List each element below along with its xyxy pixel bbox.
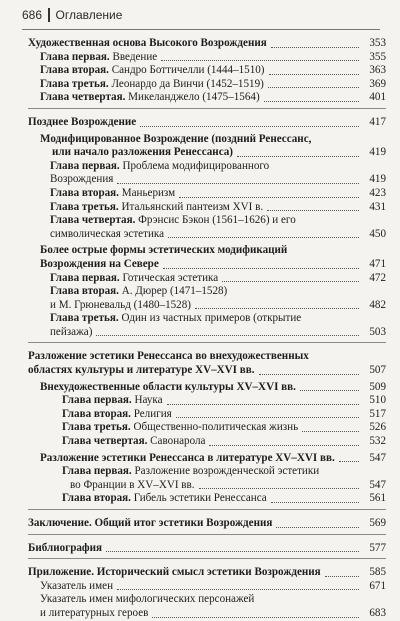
toc-text: символическая эстетика <box>50 227 165 240</box>
toc-page-number: 369 <box>369 77 386 90</box>
toc-conclusion <box>28 517 386 531</box>
toc-chapter <box>28 465 386 492</box>
toc-text: Возрождения на Севере <box>40 257 159 270</box>
toc-text: Глава вторая. <box>40 64 109 77</box>
toc-text: Маньеризм <box>121 186 176 199</box>
toc-page-number: 547 <box>369 478 386 491</box>
toc-text: Глава первая. <box>40 50 110 63</box>
dot-leader <box>199 488 359 489</box>
toc-text: Фрэнсис Бэкон (1561–1626) и его <box>138 214 296 227</box>
dot-leader <box>302 431 359 432</box>
toc-chapter <box>28 78 386 92</box>
dot-leader <box>259 374 359 375</box>
toc-text: Глава четвертая. <box>62 435 148 448</box>
divider <box>28 509 386 510</box>
header-separator <box>48 8 50 22</box>
divider <box>28 108 386 109</box>
toc-text: Позднее Возрождение <box>28 115 137 128</box>
toc-page-number: 503 <box>369 325 386 338</box>
dot-leader <box>117 183 359 184</box>
toc-text: областях культуры и литературе XV–XVI вв. <box>28 364 255 377</box>
toc-page-number: 532 <box>369 435 386 448</box>
toc-subsection-modified <box>28 133 386 160</box>
toc-page-number: 517 <box>369 407 386 420</box>
toc-subsection-north <box>28 244 386 271</box>
toc-chapter <box>28 214 386 241</box>
toc-page-number: 471 <box>369 257 386 270</box>
toc-page-number: 526 <box>369 421 386 434</box>
toc-text: Глава четвертая. <box>50 214 136 227</box>
toc-text: Готическая эстетика <box>122 271 219 284</box>
toc-chapter <box>28 421 386 435</box>
toc-page-number: 547 <box>369 451 386 464</box>
toc-chapter <box>28 64 386 78</box>
page-header <box>22 8 380 22</box>
toc-text: Библиография <box>28 541 102 554</box>
divider <box>28 534 386 535</box>
toc-section-high-renaissance <box>28 37 386 51</box>
dot-leader <box>152 617 359 618</box>
toc-text: и М. Грюневальд (1480–1528) <box>50 298 191 311</box>
toc-text: Проблема модифицированного <box>122 159 270 172</box>
toc-text: Заключение. Общий итог эстетики Возрождения <box>28 517 273 529</box>
toc-section-title: Художественная основа Высокого Возрождения <box>28 37 267 49</box>
dot-leader <box>237 156 359 157</box>
dot-leader <box>268 87 359 88</box>
toc-text: Указатель имен мифологических персонажей <box>40 593 255 606</box>
dot-leader <box>264 101 359 102</box>
toc-page-number: 419 <box>369 173 386 186</box>
toc-text: Возрождения <box>50 173 114 186</box>
dot-leader <box>276 527 359 528</box>
toc-chapter <box>28 201 386 215</box>
toc-page-number: 569 <box>369 517 386 529</box>
dot-leader <box>176 417 359 418</box>
toc-text: Глава третья. <box>62 421 131 434</box>
toc-text: Глава вторая. <box>50 186 119 199</box>
toc-page-number: 509 <box>369 380 386 393</box>
toc-page-number: 482 <box>369 298 386 311</box>
toc-chapter <box>28 285 386 312</box>
toc-text: Более острые формы эстетических модификаций <box>40 244 288 257</box>
toc-text: Глава третья. <box>50 200 119 213</box>
toc-subsection-literature <box>28 452 386 466</box>
toc-page-number: 353 <box>369 37 386 49</box>
toc-text: Глава первая. <box>50 159 120 172</box>
toc-text: Глава четвертая. <box>40 91 126 104</box>
toc-appendix <box>28 566 386 580</box>
toc-text: Глава вторая. <box>50 285 119 298</box>
toc-text: А. Дюрер (1471–1528) <box>121 285 228 298</box>
toc-page-number: 507 <box>369 364 386 377</box>
toc-page-number: 355 <box>369 50 386 63</box>
toc-text: Глава вторая. <box>62 407 131 420</box>
divider <box>28 342 386 343</box>
toc-chapter <box>28 312 386 339</box>
toc-page-number: 431 <box>369 200 386 213</box>
dot-leader <box>267 210 359 211</box>
toc-index-names <box>28 580 386 594</box>
dot-leader <box>96 335 359 336</box>
toc-index-myth <box>28 593 386 620</box>
toc-page-number: 683 <box>369 606 386 619</box>
header-rule <box>22 29 380 30</box>
toc-text: Гибель эстетики Ренессанса <box>133 492 267 505</box>
toc-text: Глава первая. <box>50 271 120 284</box>
toc-text: Разложение возрожденческой эстетики <box>134 465 320 478</box>
page-number: 686 <box>22 8 43 22</box>
dot-leader <box>163 268 359 269</box>
toc-text: Модифицированное Возрождение (поздний Ренессанс, <box>40 132 312 145</box>
toc-text: и литературных героев <box>40 606 149 619</box>
toc-text: Один из частных примеров (открытие <box>121 312 302 325</box>
toc-text: Указатель имен <box>40 579 114 592</box>
dot-leader <box>269 74 359 75</box>
toc-subsection-nonart <box>28 381 386 395</box>
toc-page-number: 510 <box>369 394 386 407</box>
dot-leader <box>161 60 359 61</box>
dot-leader <box>209 445 359 446</box>
toc-page-number: 585 <box>369 566 386 579</box>
toc-chapter <box>28 408 386 422</box>
toc-chapter <box>28 492 386 506</box>
toc-text: Религия <box>133 407 172 420</box>
toc-text: Разложение эстетики Ренессанса во внехудожественных <box>28 350 309 363</box>
toc-chapter <box>28 160 386 187</box>
toc-text: Савонарола <box>150 435 206 448</box>
toc-page-number: 363 <box>369 64 386 77</box>
toc-bibliography <box>28 542 386 556</box>
toc-chapter <box>28 91 386 105</box>
toc-page-number: 423 <box>369 186 386 199</box>
toc-text: Общественно-политическая жизнь <box>133 421 299 434</box>
dot-leader <box>271 502 359 503</box>
toc-section-decomposition <box>28 350 386 377</box>
dot-leader <box>339 461 359 462</box>
toc-page-number: 577 <box>369 541 386 554</box>
toc-text: Леонардо да Винчи (1452–1519) <box>111 77 264 90</box>
toc-text: Наука <box>134 394 163 407</box>
dot-leader <box>195 308 359 309</box>
toc-chapter <box>28 51 386 65</box>
toc-text: Глава третья. <box>50 312 119 325</box>
dot-leader <box>222 281 359 282</box>
divider <box>28 558 386 559</box>
dot-leader <box>300 390 359 391</box>
toc-text: Приложение. Исторический смысл эстетики Возрождения <box>28 566 321 579</box>
toc-text: Глава первая. <box>62 465 132 478</box>
toc-text: или начало разложения Ренессанса) <box>52 146 233 159</box>
toc-text: во Франции в XV–XVI вв. <box>70 478 195 491</box>
toc-text: Глава первая. <box>62 394 132 407</box>
table-of-contents <box>28 37 386 621</box>
toc-text: Введение <box>112 50 158 63</box>
toc-page-number: 671 <box>369 579 386 592</box>
toc-page-number: 472 <box>369 271 386 284</box>
dot-leader <box>325 576 359 577</box>
toc-page-number: 417 <box>369 115 386 128</box>
dot-leader <box>271 47 359 48</box>
toc-text: Разложение эстетики Ренессанса в литературе XV–XVI вв. <box>40 451 335 464</box>
toc-page-number: 450 <box>369 227 386 240</box>
toc-text: пейзажа) <box>50 325 93 338</box>
toc-text: Сандро Боттичелли (1444–1510) <box>111 64 265 77</box>
toc-text: Микеланджело (1475–1564) <box>128 91 260 104</box>
dot-leader <box>168 237 359 238</box>
toc-chapter <box>28 272 386 286</box>
toc-page-number: 561 <box>369 492 386 505</box>
toc-chapter <box>28 435 386 449</box>
toc-text: Итальянский пантеизм XVI в. <box>121 200 264 213</box>
toc-chapter <box>28 187 386 201</box>
toc-page-number: 401 <box>369 91 386 104</box>
dot-leader <box>117 589 359 590</box>
dot-leader <box>140 126 359 127</box>
toc-page-number: 419 <box>369 146 386 159</box>
dot-leader <box>167 404 359 405</box>
toc-text: Внехудожественные области культуры XV–XVI вв. <box>40 380 296 393</box>
toc-section-late-renaissance <box>28 116 386 130</box>
toc-text: Глава третья. <box>40 77 109 90</box>
toc-chapter <box>28 394 386 408</box>
dot-leader <box>106 551 359 552</box>
dot-leader <box>179 197 359 198</box>
toc-text: Глава вторая. <box>62 492 131 505</box>
running-title: Оглавление <box>55 8 123 22</box>
